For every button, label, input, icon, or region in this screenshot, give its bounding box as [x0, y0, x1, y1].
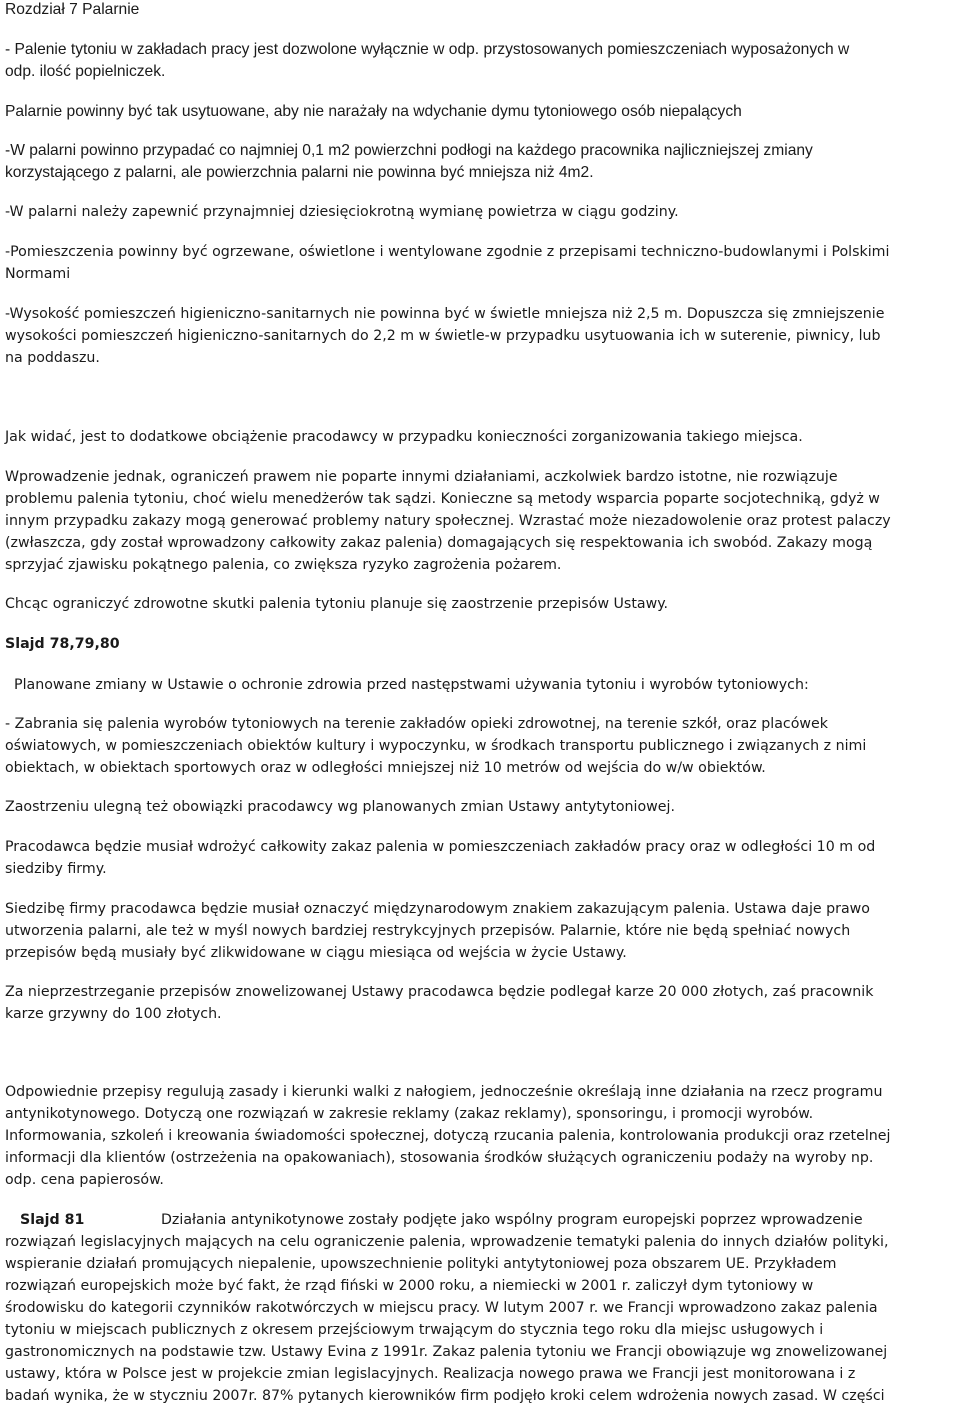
- text-line: innym przypadku zakazy mogą generować problemy natury społecznej. Wzrastać może niezadowolenie oraz protest palaczy: [5, 513, 891, 529]
- text-line: Pracodawca będzie musiał wdrożyć całkowity zakaz palenia w pomieszczeniach zakładów pracy oraz w odległości 10 m od: [5, 839, 876, 855]
- text-line: Siedzibę firmy pracodawca będzie musiał oznaczyć międzynarodowym znakiem zakazującym palenia. Ustawa daje prawo: [5, 901, 870, 917]
- text-line: problemu palenia tytoniu, choć wielu menedżerów tak sądzi. Konieczne są metody wsparcia poparte socjotechniką, gdyż w: [5, 491, 880, 507]
- text-line: Planowane zmiany w Ustawie o ochronie zdrowia przed następstwami używania tytoniu i wyrobów tytoniowych:: [5, 677, 809, 693]
- text-line: Zaostrzeniu ulegną też obowiązki pracodawcy wg planowanych zmian Ustawy antytytoniowej.: [5, 799, 675, 815]
- text-line: -W palarni powinno przypadać co najmniej 0,1 m2 powierzchni podłogi na każdego pracownika najliczniejszej zmiany: [5, 142, 813, 159]
- text-line: sprzyjać zjawisku pokątnego palenia, co zwiększa ryzyko zagrożenia pożarem.: [5, 557, 562, 573]
- text-line: Za nieprzestrzeganie przepisów znowelizowanej Ustawy pracodawca będzie podlegał karze 20 000 złotych, zaś pracownik: [5, 984, 874, 1000]
- text-line: wysokości pomieszczeń higieniczno-sanitarnych do 2,2 m w świetle-w przypadku usytuowania ich w suterenie, piwnicy, lub: [5, 328, 881, 344]
- text-line: oświatowych, w pomieszczeniach obiektów kultury i wypoczynku, w środkach transportu publicznego i związanych z nimi: [5, 738, 867, 754]
- text-line: - Palenie tytoniu w zakładach pracy jest dozwolone wyłącznie w odp. przystosowanych pomieszczeniach wyposażonych w: [5, 41, 850, 58]
- text-line: utworzenia palarni, ale też w myśl nowych bardziej restrykcyjnych przepisów. Palarnie, które nie będą spełniać nowych: [5, 923, 851, 939]
- text-line: korzystającego z palarni, ale powierzchnia palarni nie powinna być mniejsza niż 4m2.: [5, 164, 594, 181]
- text-line: siedziby firmy.: [5, 861, 107, 877]
- text-line: Działania antynikotynowe zostały podjęte jako wspólny program europejski poprzez wprowadzenie: [161, 1212, 863, 1228]
- text-line: karze grzywny do 100 złotych.: [5, 1006, 222, 1022]
- text-line: Informowania, szkoleń i kreowania świadomości społecznej, dotyczą rzucania palenia, kontrolowania produkcji oraz rzetelnej: [5, 1128, 891, 1144]
- text-line: wspieranie działań promujących niepalenie, upowszechnienie polityki antytytoniowej poza obszarem UE. Przykładem: [5, 1256, 837, 1272]
- text-line: antynikotynowego. Dotyczą one rozwiązań w zakresie reklamy (zakaz reklamy), sponsoringu, i promocji wyrobów.: [5, 1106, 814, 1122]
- text-line: rozwiązań europejskich może być fakt, że rząd fiński w 2000 roku, a niemiecki w 2001 r. zaliczył dym tytoniowy w: [5, 1278, 814, 1294]
- text-line: -W palarni należy zapewnić przynajmniej dziesięciokrotną wymianę powietrza w ciągu godziny.: [5, 204, 679, 220]
- text-line: (zwłaszcza, gdy został wprowadzony całkowity zakaz palenia) domagających się respektowania ich swobód. Zakazy mogą: [5, 535, 873, 551]
- text-line: przepisów będą musiały być zlikwidowane w ciągu miesiąca od wejścia w życie Ustawy.: [5, 945, 627, 961]
- text-line: -Pomieszczenia powinny być ogrzewane, oświetlone i wentylowane zgodnie z przepisami techniczno-budowlanymi i Polskimi: [5, 244, 890, 260]
- text-line: ustawy, która w Polsce jest w projekcie zmian legislacyjnych. Realizacja nowego prawa we Francji jest monitorowana i z: [5, 1366, 856, 1382]
- text-line: Chcąc ograniczyć zdrowotne skutki palenia tytoniu planuje się zaostrzenie przepisów Ustawy.: [5, 596, 669, 612]
- text-line: -Wysokość pomieszczeń higieniczno-sanitarnych nie powinna być w świetle mniejsza niż 2,5 m. Dopuszcza się zmniejszenie: [5, 306, 885, 322]
- text-line: gastronomicznych na podstawie tzw. Ustawy Evina z 1991r. Zakaz palenia tytoniu we Francji obowiązuje wg znowelizowanej: [5, 1344, 888, 1360]
- text-line: informacji dla klientów (ostrzeżenia na opakowaniach), stosowania środków służących ograniczeniu podaży na wyroby np.: [5, 1150, 874, 1166]
- text-line: odp. ilość popielniczek.: [5, 63, 166, 80]
- text-line: - Zabrania się palenia wyrobów tytoniowych na terenie zakładów opieki zdrowotnej, na terenie szkół, oraz placówek: [5, 716, 828, 732]
- text-line: Palarnie powinny być tak usytuowane, aby nie narażały na wdychanie dymu tytoniowego osób niepalących: [5, 103, 742, 120]
- text-line: środowisku do kategorii czynników rakotwórczych w miejscu pracy. W lutym 2007 r. we Francji wprowadzono zakaz palenia: [5, 1300, 878, 1316]
- text-line: obiektach, w obiektach sportowych oraz w odległości mniejszej niż 10 metrów od wejścia do w/w obiektów.: [5, 760, 766, 776]
- text-line: badań wynika, że w styczniu 2007r. 87% pytanych kierowników firm podjęło kroki celem wdrożenia nowych zasad. W części: [5, 1388, 885, 1404]
- chapter-heading: Rozdział 7 Palarnie: [5, 1, 140, 18]
- text-line: Jak widać, jest to dodatkowe obciążenie pracodawcy w przypadku konieczności zorganizowania takiego miejsca.: [5, 429, 803, 445]
- text-line: odp. cena papierosów.: [5, 1172, 164, 1188]
- text-line: Normami: [5, 266, 71, 282]
- text-line: rozwiązań legislacyjnych mających na celu ograniczenie palenia, wprowadzenie tematyki palenia do innych działów polityki,: [5, 1234, 889, 1250]
- text-line: Odpowiednie przepisy regulują zasady i kierunki walki z nałogiem, jednocześnie określają inne działania na rzecz programu: [5, 1084, 883, 1100]
- slide-heading: Slajd 78,79,80: [5, 636, 120, 652]
- slide-heading: Slajd 81: [20, 1212, 85, 1228]
- text-line: Wprowadzenie jednak, ograniczeń prawem nie poparte innymi działaniami, aczkolwiek bardzo istotne, nie rozwiązuje: [5, 469, 838, 485]
- text-line: na poddaszu.: [5, 350, 100, 366]
- text-line: tytoniu w miejscach publicznych z okresem przejściowym trwającym do stycznia tego roku dla miejsc usługowych i: [5, 1322, 824, 1338]
